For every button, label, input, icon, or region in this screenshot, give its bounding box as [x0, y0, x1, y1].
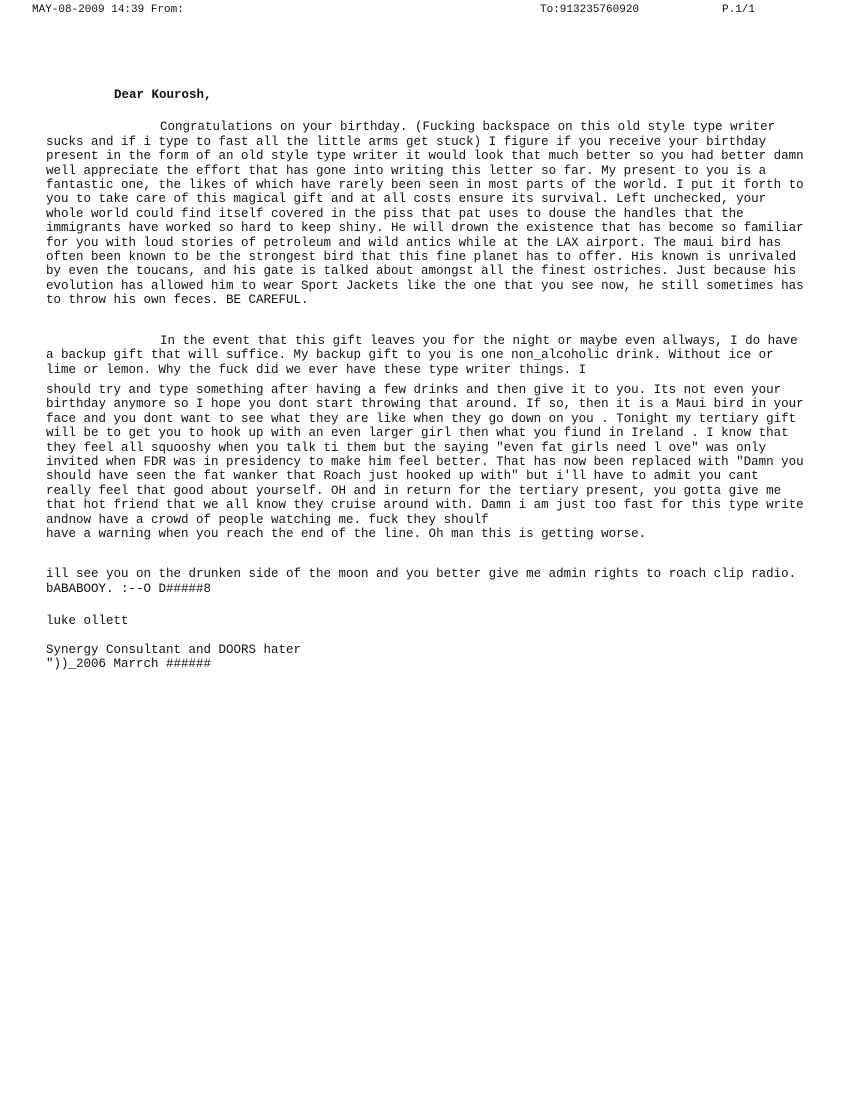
paragraph-backup-gift: In the event that this gift leaves you for the night or maybe even allways, I do have a backup gift that will suffice. My backup gift to you is one non_alcoholic drink. Without ice or lime or lemon. Why the fuck did we ever have these type writer things. I — [46, 333, 806, 377]
paragraph-line-end: have a warning when you reach the end of the line. Oh man this is getting worse. — [46, 526, 647, 541]
paragraph-tertiary-gift: should try and type something after having a few drinks and then give it to you. Its not even your birthday anymore so I hope you dont start throwing that around. If so, then it is a Maui bird in your face and you dont want to see what they are like when they go down on you . Tonight my tertiary gift will be to get you to hook up with an even larger girl then what you fiund in Ireland . I know that they feel all squooshy when you talk ti them but the saying "even fat girls need l ove" was only invited when FDR was in presidency to make him feel better. That has now been replaced with "Damn you should have seen the fat wanker that Roach just hooked up with" but i'll have to admit you cant really feel that good about yourself. OH and in return for the tertiary present, you gotta give me that hot friend that we all know they cruise around with. Damn i am just too fast for this type write andnow have a crowd of people watching me. fuck they shoulf — [46, 382, 812, 527]
signature-name: luke ollett — [46, 614, 129, 629]
fax-header — [0, 4, 847, 20]
fax-page-number: P.1/1 — [722, 4, 756, 16]
signature-title: Synergy Consultant and DOORS hater — [46, 642, 302, 657]
letter-body — [46, 88, 812, 671]
paragraph-closing: ill see you on the drunken side of the moon and you better give me admin rights to roach clip radio. bABABOOY. :--O D#####8 — [46, 567, 804, 596]
fax-date-from: MAY-08-2009 14:39 From: — [32, 4, 184, 16]
letter-greeting: Dear Kourosh, — [114, 88, 212, 102]
signature-date: "))_2006 Marrch ###### — [46, 657, 212, 671]
paragraph-birthday: Congratulations on your birthday. (Fucking backspace on this old style type writer sucks and if i type to fast all the little arms get stuck) I figure if you receive your birthday present in the form of an old style type writer it would look that much better so you had better damn well appreciate the effort that has gone into writing this letter so far. My present to you is a fantastic one, the likes of which have rarely been seen in most parts of the world. I put it forth to you to take care of this magical gift and at all costs ensure its survival. Left unchecked, your whole world could find itself covered in the piss that pat uses to douse the handles that the immigrants have worked so hard to keep shiny. He will drown the existence that has become so familiar for you with loud stories of petroleum and wild antics while at the LAX airport. The maui bird has often been known to be the strongest bird that this fine planet has to offer. His known is unrivaled by even the toucans, and his gate is talked about amongst all the finest ostriches. Just because his evolution has allowed him to wear Sport Jackets like the one that you see now, he still sometimes has to throw his own feces. BE CAREFUL. — [46, 120, 812, 308]
fax-to-number: To:913235760920 — [540, 4, 640, 16]
